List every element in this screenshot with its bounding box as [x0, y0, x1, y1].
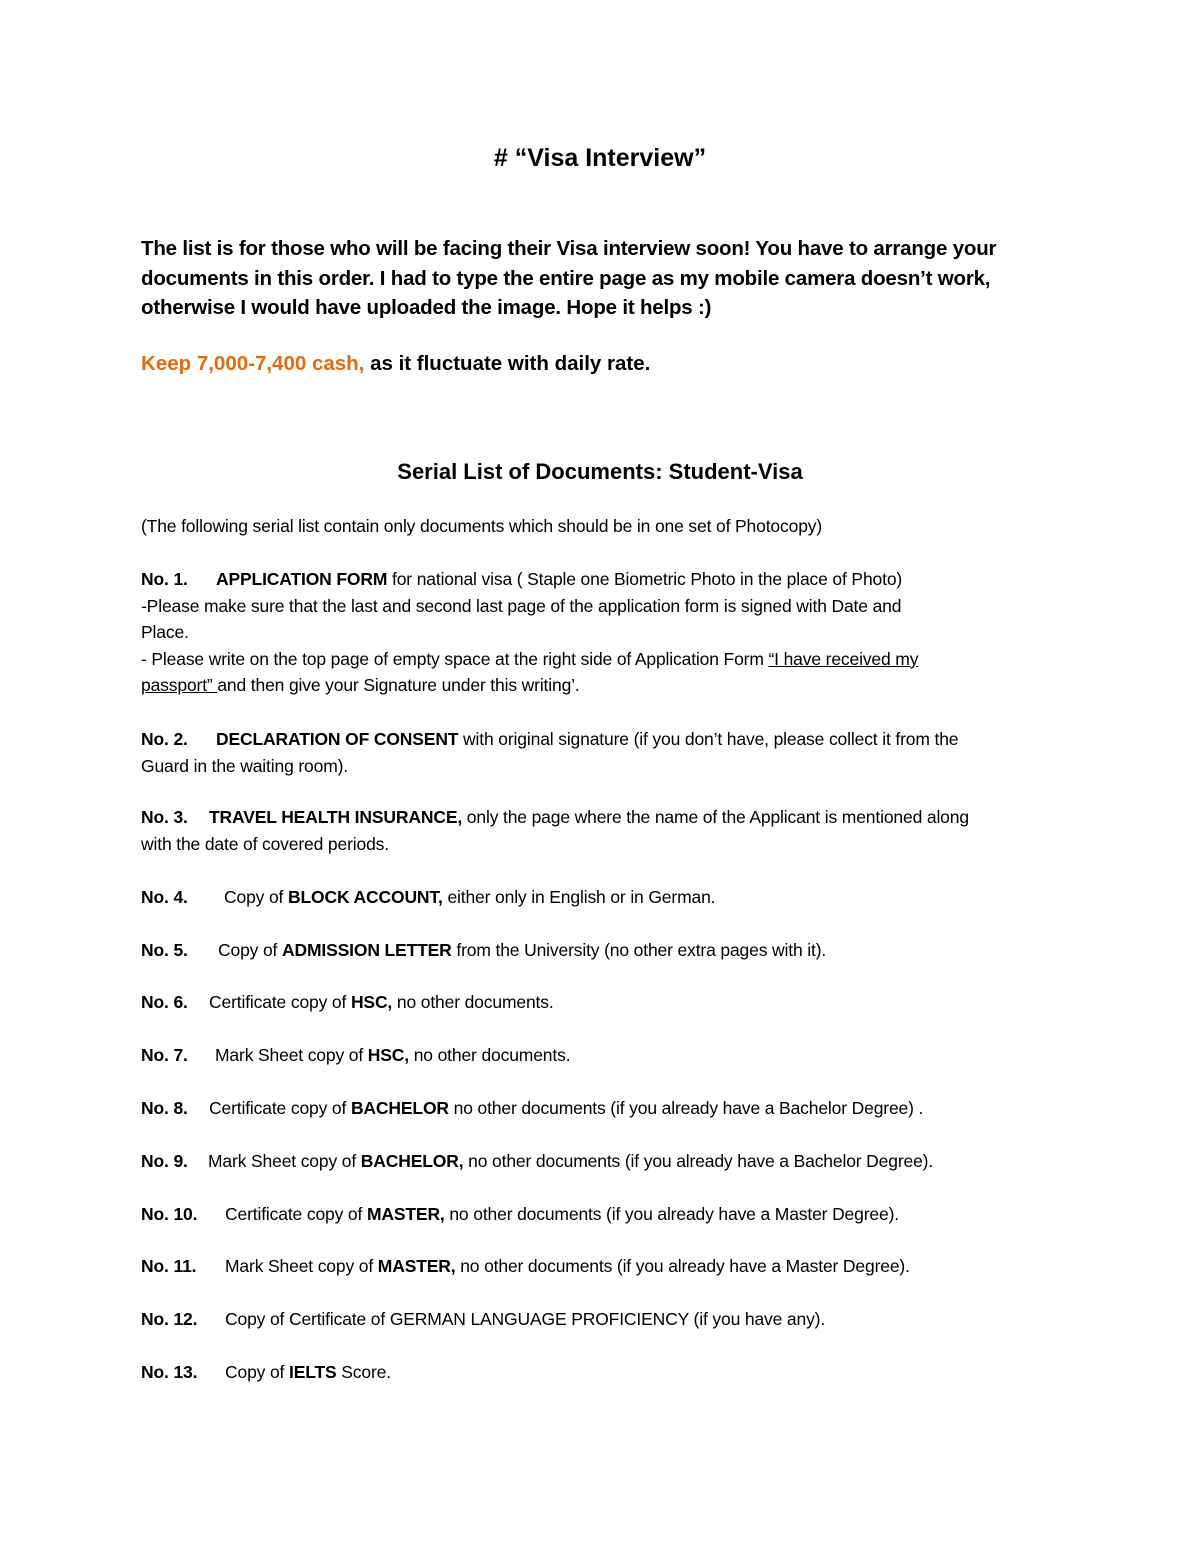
item-text: Copy of Certificate of GERMAN LANGUAGE PROFICIENCY (if you have any).: [225, 1309, 826, 1329]
item-text: no other documents (if you already have a Bachelor Degree) .: [448, 1098, 924, 1118]
item-text: either only in English or in German.: [442, 887, 716, 907]
item-text: for national visa ( Staple one Biometric Photo in the place of Photo): [387, 569, 903, 589]
item-number: No. 9.: [141, 1151, 188, 1171]
item-text: Mark Sheet copy of: [225, 1256, 378, 1276]
item-text: with original signature (if you don’t have, please collect it from the: [458, 729, 959, 749]
item-number: No. 13.: [141, 1362, 198, 1382]
item-number: No. 5.: [141, 940, 188, 960]
item-keyword: MASTER,: [366, 1204, 445, 1224]
item-number: No. 3.: [141, 807, 188, 827]
item-keyword: HSC,: [350, 992, 393, 1012]
item-text: no other documents (if you already have a Bachelor Degree).: [463, 1151, 934, 1171]
item-text: Mark Sheet copy of: [208, 1151, 361, 1171]
intro-paragraph: [141, 234, 1061, 323]
item-number: No. 11.: [141, 1256, 197, 1276]
item-text: with the date of covered periods.: [141, 833, 389, 854]
item-text: only the page where the name of the Applicant is mentioned along: [462, 807, 969, 827]
item-number: No. 7.: [141, 1045, 188, 1065]
item-underlined-text: “I have received my: [768, 648, 919, 669]
item-keyword: DECLARATION OF CONSENT: [216, 729, 459, 749]
item-text: Certificate copy of: [209, 1098, 351, 1118]
item-underlined-text: passport”: [141, 675, 218, 695]
page-title: # “Visa Interview”: [493, 144, 707, 172]
list-item: [141, 804, 1071, 857]
item-text: Copy of: [224, 887, 288, 907]
list-item: [141, 989, 1071, 1016]
intro-line: documents in this order. I had to type the entire page as my mobile camera doesn’t work,: [141, 266, 991, 290]
item-text: - Please write on the top page of empty space at the right side of Application Form: [141, 648, 769, 669]
item-text: Guard in the waiting room).: [141, 755, 349, 776]
item-text: from the University (no other extra pages with it).: [451, 940, 827, 960]
section-note: (The following serial list contain only documents which should be in one set of Photocopy): [141, 516, 823, 536]
item-number: No. 4.: [141, 887, 188, 907]
item-keyword: MASTER,: [377, 1256, 456, 1276]
item-number: No. 8.: [141, 1098, 188, 1118]
cash-rest: as it fluctuate with daily rate.: [364, 352, 651, 375]
item-keyword: BACHELOR: [350, 1098, 449, 1118]
item-keyword: APPLICATION FORM: [216, 569, 388, 589]
item-text: and then give your Signature under this writing’.: [217, 675, 580, 695]
item-keyword: IELTS: [288, 1362, 337, 1382]
list-item: [141, 1253, 1071, 1280]
item-number: No. 6.: [141, 992, 188, 1012]
item-text: Score.: [336, 1362, 391, 1382]
list-item: [141, 726, 1071, 779]
item-number: No. 1.: [141, 569, 188, 589]
item-keyword: BACHELOR,: [360, 1151, 464, 1171]
item-keyword: ADMISSION LETTER: [281, 940, 452, 960]
item-text: -Please make sure that the last and second last page of the application form is signed with Date and: [141, 595, 902, 616]
list-item: [141, 1095, 1071, 1122]
item-text: Copy of: [218, 940, 282, 960]
item-text: Certificate copy of: [209, 992, 351, 1012]
list-item: [141, 566, 1071, 699]
list-item: [141, 1148, 1071, 1175]
cash-note: [141, 352, 1061, 376]
item-keyword: HSC,: [367, 1045, 409, 1065]
intro-line: otherwise I would have uploaded the image. Hope it helps :): [141, 296, 712, 319]
item-text: Copy of: [225, 1362, 289, 1382]
item-text: no other documents (if you already have a Master Degree).: [455, 1256, 910, 1276]
list-item: [141, 937, 1071, 964]
item-text: no other documents (if you already have a Master Degree).: [444, 1204, 899, 1224]
item-text: Certificate copy of: [225, 1204, 367, 1224]
item-number: No. 2.: [141, 729, 188, 749]
item-text: Mark Sheet copy of: [215, 1045, 368, 1065]
intro-line: The list is for those who will be facing their Visa interview soon! You have to arrange your: [141, 237, 997, 260]
item-number: No. 10.: [141, 1204, 198, 1224]
item-keyword: TRAVEL HEALTH INSURANCE,: [209, 807, 463, 827]
list-item: [141, 884, 1071, 911]
item-text: no other documents.: [409, 1045, 571, 1065]
list-item: [141, 1201, 1071, 1228]
list-item: [141, 1306, 1071, 1333]
list-item: [141, 1042, 1071, 1069]
item-text: Place.: [141, 622, 189, 642]
section-title: Serial List of Documents: Student-Visa: [397, 459, 803, 484]
list-item: [141, 1359, 1071, 1386]
item-text: no other documents.: [392, 992, 554, 1012]
item-keyword: BLOCK ACCOUNT,: [287, 887, 443, 907]
item-number: No. 12.: [141, 1309, 198, 1329]
cash-highlight: Keep 7,000-7,400 cash,: [141, 352, 365, 375]
